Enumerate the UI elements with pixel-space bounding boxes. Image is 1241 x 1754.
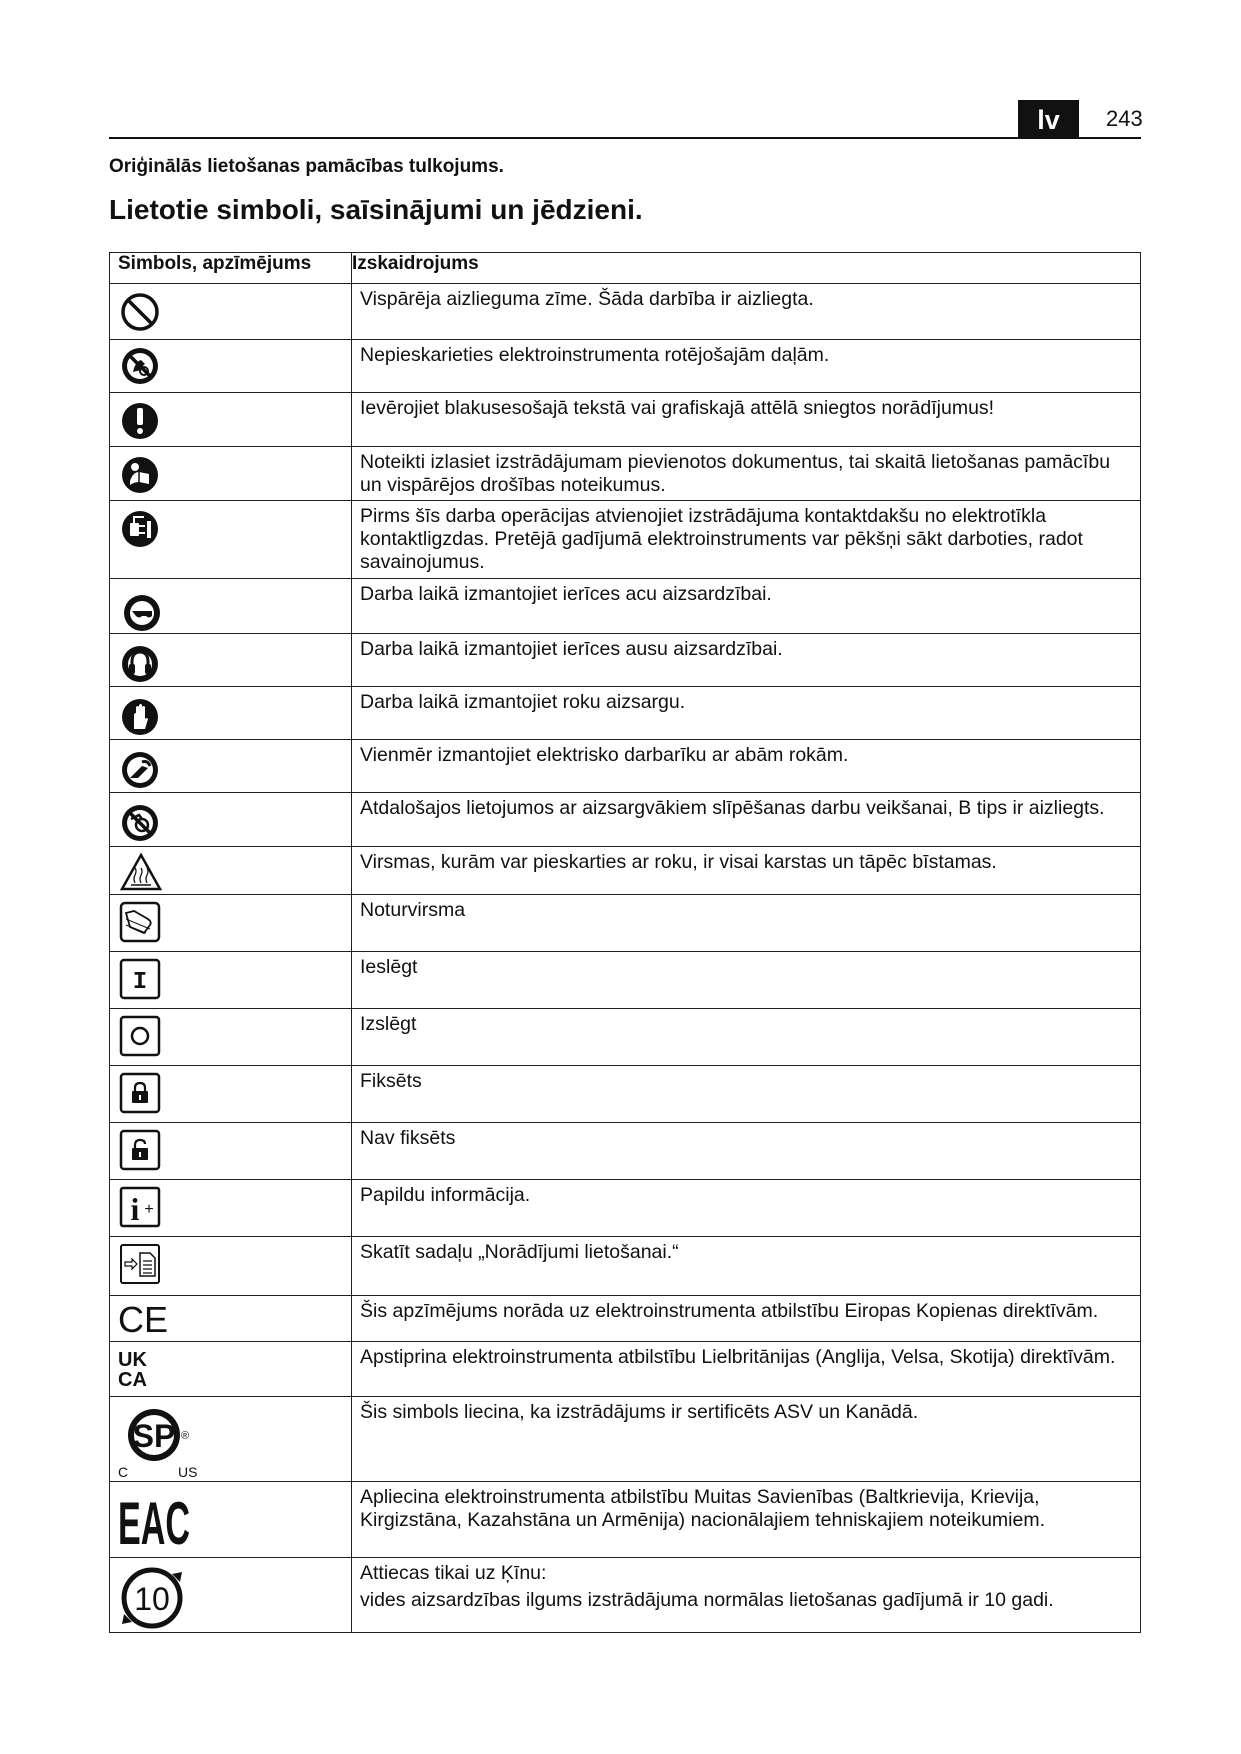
table-row (110, 1009, 1141, 1066)
description-text: vides aizsardzības ilgums izstrādājuma normālas lietošanas gadījumā ir 10 gadi. (360, 1589, 1054, 1611)
table-row (110, 1397, 1141, 1482)
description-cell (352, 1009, 1141, 1066)
symbol-cell (110, 1397, 352, 1482)
description-cell (352, 740, 1141, 793)
table-row (110, 1342, 1141, 1397)
description-cell (352, 687, 1141, 740)
page-title: Lietotie simboli, saīsinājumi un jēdzieni. (109, 194, 643, 225)
table-row (110, 1296, 1141, 1342)
description-cell (352, 501, 1141, 579)
symbols-table (109, 252, 1141, 1633)
description-text: Attiecas tikai uz Ķīnu: (360, 1562, 547, 1584)
symbol-cell (110, 393, 352, 447)
table-row (110, 1482, 1141, 1558)
eye-protection-icon (118, 583, 162, 633)
description-text: Papildu informācija. (360, 1184, 531, 1206)
exclamation-icon (118, 397, 162, 441)
ukca-bottom-text: CA (118, 1369, 147, 1391)
csa-registered: ® (181, 1430, 190, 1442)
table-row (110, 952, 1141, 1009)
description-cell (352, 634, 1141, 687)
description-text: Vispārēja aizlieguma zīme. Šāda darbība ir aizliegta. (360, 288, 814, 310)
symbol-cell (110, 895, 352, 952)
ukca-top-text: UK (118, 1349, 147, 1371)
symbol-cell (110, 687, 352, 740)
description-cell (352, 1180, 1141, 1237)
language-badge: lv (1018, 100, 1079, 138)
table-row (110, 393, 1141, 447)
page-number: 243 (1106, 106, 1143, 131)
symbol-cell (110, 634, 352, 687)
table-row (110, 895, 1141, 952)
symbol-cell (110, 1558, 352, 1633)
table-row (110, 579, 1141, 634)
symbol-cell (110, 1237, 352, 1296)
table-row (110, 340, 1141, 393)
header-divider (109, 137, 1141, 139)
table-row (110, 847, 1141, 895)
switch-on-icon (118, 956, 162, 1002)
description-text: Darba laikā izmantojiet ierīces ausu aizsardzībai. (360, 638, 783, 660)
table-row (110, 284, 1141, 340)
table-row (110, 1066, 1141, 1123)
table-row (110, 634, 1141, 687)
description-text: Ievērojiet blakusesošajā tekstā vai grafiskajā attēlā sniegtos norādījumus! (360, 397, 995, 419)
description-text: Noturvirsma (360, 899, 466, 921)
locked-icon (118, 1070, 162, 1116)
csa-mark-icon (118, 1401, 208, 1481)
symbol-cell (110, 284, 352, 340)
column-header-symbol: Simbols, apzīmējums (110, 253, 352, 284)
symbol-cell (110, 501, 352, 579)
description-text: Fiksēts (360, 1070, 422, 1092)
symbol-cell (110, 847, 352, 895)
csa-c-text: C (118, 1464, 129, 1480)
table-row (110, 447, 1141, 501)
description-text: Darba laikā izmantojiet ierīces acu aizsardzībai. (360, 583, 772, 605)
symbol-cell (110, 447, 352, 501)
description-text: Virsmas, kurām var pieskarties ar roku, ir visai karstas un tāpēc bīstamas. (360, 851, 997, 873)
table-row (110, 501, 1141, 579)
switch-off-icon (118, 1013, 162, 1059)
table-row (110, 793, 1141, 847)
table-row (110, 1237, 1141, 1296)
symbol-cell (110, 1123, 352, 1180)
ear-protection-icon (118, 638, 162, 686)
table-row (110, 740, 1141, 793)
description-cell (352, 952, 1141, 1009)
symbol-cell (110, 793, 352, 847)
switch-on-symbol: I (132, 969, 148, 996)
table-row (110, 1558, 1141, 1633)
hot-surface-icon (118, 851, 164, 893)
symbol-cell (110, 1296, 352, 1342)
description-cell (352, 393, 1141, 447)
two-hands-icon (118, 744, 162, 792)
description-cell (352, 284, 1141, 340)
info-plus: + (144, 1201, 154, 1218)
ce-mark-text: CE (118, 1299, 169, 1340)
glove-icon (118, 691, 162, 739)
table-row (110, 687, 1141, 740)
description-text: Skatīt sadaļu „Norādījumi lietošanai.“ (360, 1241, 679, 1263)
description-text: Noteikti izlasiet izstrādājumam pievienotos dokumentus, tai skaitā lietošanas pamācību un vispārējos drošības noteikumus. (360, 451, 1111, 496)
description-text: Darba laikā izmantojiet roku aizsargu. (360, 691, 686, 713)
ten-years-text: 10 (134, 1581, 170, 1617)
description-cell (352, 793, 1141, 847)
description-text: Nav fiksēts (360, 1127, 456, 1149)
no-type-b-icon (118, 797, 162, 845)
symbol-cell (110, 1066, 352, 1123)
csa-us-text: US (178, 1464, 198, 1480)
description-text: Apliecina elektroinstrumenta atbilstību Muitas Savienības (Baltkrievija, Krievija, Kirgizstāna, Kazahstāna un Armēnija) nacionālajiem tehniskajiem noteikumiem. (360, 1486, 1046, 1531)
description-text: Pirms šīs darba operācijas atvienojiet izstrādājuma kontaktdakšu no elektrotīkla kontaktligzdas. Pretējā gadījumā elektroinstruments var pēkšņi sākt darboties, radot savainojumus. (360, 505, 1083, 573)
symbol-cell (110, 1342, 352, 1397)
description-cell (352, 895, 1141, 952)
description-cell (352, 1342, 1141, 1397)
symbol-cell (110, 740, 352, 793)
description-cell (352, 579, 1141, 634)
description-text: Apstiprina elektroinstrumenta atbilstību Lielbritānijas (Anglija, Velsa, Skotija) direktīvām. (360, 1346, 1116, 1368)
symbol-cell (110, 340, 352, 393)
symbol-cell (110, 579, 352, 634)
description-text: Ieslēgt (360, 956, 418, 978)
eac-mark-text: EAC (118, 1490, 190, 1557)
unlocked-icon (118, 1127, 162, 1173)
prohibition-icon (118, 288, 162, 332)
info-letter: i (130, 1191, 140, 1227)
read-manual-icon (118, 451, 162, 495)
description-cell (352, 447, 1141, 501)
symbol-cell (110, 1009, 352, 1066)
table-header-row (110, 253, 1141, 284)
description-cell (352, 340, 1141, 393)
description-cell (352, 1296, 1141, 1342)
description-text: Atdalošajos lietojumos ar aizsargvākiem slīpēšanas darbu veikšanai, B tips ir aizliegts. (360, 797, 1105, 819)
symbol-cell (110, 952, 352, 1009)
description-cell (352, 847, 1141, 895)
unplug-icon (118, 505, 162, 549)
column-header-explanation: Izskaidrojums (352, 253, 1141, 284)
symbol-cell (110, 1180, 352, 1237)
description-cell (352, 1237, 1141, 1296)
see-section-icon (118, 1241, 162, 1287)
grip-surface-icon (118, 899, 162, 945)
symbol-cell (110, 1482, 352, 1558)
description-cell (352, 1558, 1141, 1633)
eac-mark-icon (118, 1486, 198, 1557)
info-icon (118, 1184, 162, 1230)
description-text: Šis apzīmējums norāda uz elektroinstrumenta atbilstību Eiropas Kopienas direktīvām. (360, 1300, 1099, 1322)
table-row (110, 1180, 1141, 1237)
no-touch-rotating-parts-icon (118, 344, 162, 388)
description-text: Nepieskarieties elektroinstrumenta rotējošajām daļām. (360, 344, 830, 366)
description-text: Šis simbols liecina, ka izstrādājums ir sertificēts ASV un Kanādā. (360, 1401, 919, 1423)
description-cell (352, 1123, 1141, 1180)
china-10-years-icon (118, 1562, 192, 1632)
description-cell (352, 1397, 1141, 1482)
description-text: Izslēgt (360, 1013, 417, 1035)
description-cell (352, 1066, 1141, 1123)
description-cell (352, 1482, 1141, 1558)
ukca-mark-icon (118, 1346, 162, 1392)
description-text: Vienmēr izmantojiet elektrisko darbarīku ar abām rokām. (360, 744, 849, 766)
csa-letters: SP (132, 1418, 176, 1454)
document-subtitle: Oriģinālās lietošanas pamācības tulkojums. (109, 156, 504, 177)
ce-mark-icon (118, 1300, 178, 1340)
table-row (110, 1123, 1141, 1180)
